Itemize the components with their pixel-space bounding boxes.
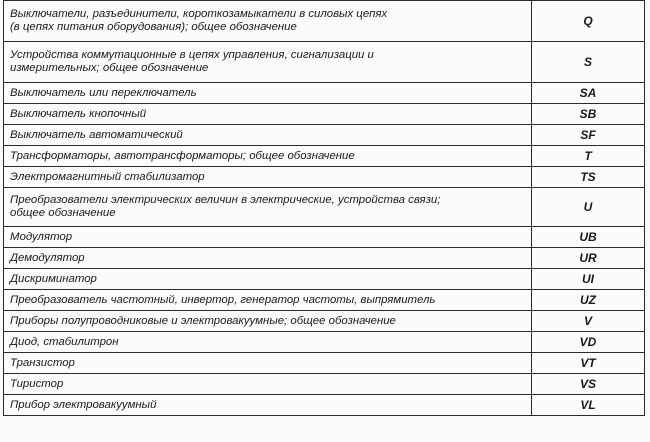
row-code: UZ xyxy=(532,290,645,311)
row-description xyxy=(4,125,532,146)
row-code: T xyxy=(532,146,645,167)
description-line: Приборы полупроводниковые и электровакуумные; общее обозначение xyxy=(10,314,396,327)
description-line: Выключатель или переключатель xyxy=(10,86,197,99)
description-line: Выключатели, разъединители, короткозамыкатели в силовых цепях xyxy=(10,8,388,20)
row-description xyxy=(4,167,532,188)
row-code: Q xyxy=(532,1,645,42)
row-code: UI xyxy=(532,269,645,290)
table-row xyxy=(4,167,645,188)
row-description xyxy=(4,227,532,248)
row-code: SF xyxy=(532,125,645,146)
description-line: Электромагнитный стабилизатор xyxy=(10,170,205,183)
row-description xyxy=(4,104,532,125)
row-description xyxy=(4,290,532,311)
table-row xyxy=(4,104,645,125)
table-row xyxy=(4,248,645,269)
description-line: общее обозначение xyxy=(10,207,116,219)
row-code: SB xyxy=(532,104,645,125)
description-line: Модулятор xyxy=(10,230,73,243)
description-line: Выключатель кнопочный xyxy=(10,107,147,120)
description-line: Демодулятор xyxy=(10,251,85,264)
table-row xyxy=(4,188,645,227)
description-line: Прибор электровакуумный xyxy=(10,398,157,411)
table-row xyxy=(4,353,645,374)
row-code: UR xyxy=(532,248,645,269)
row-code: VD xyxy=(532,332,645,353)
table-row xyxy=(4,395,645,416)
description-line: измерительных; общее обозначение xyxy=(10,62,209,74)
table-row xyxy=(4,125,645,146)
row-code: VS xyxy=(532,374,645,395)
row-description xyxy=(4,248,532,269)
description-line: Дискриминатор xyxy=(10,272,97,285)
table-row xyxy=(4,311,645,332)
table-row xyxy=(4,42,645,83)
row-code: U xyxy=(532,188,645,227)
row-code: VL xyxy=(532,395,645,416)
description-line: Преобразователи электрических величин в электрические, устройства связи; xyxy=(10,194,441,206)
row-description xyxy=(4,188,532,227)
description-line: Преобразователь частотный, инвертор, генератор частоты, выпрямитель xyxy=(10,293,436,306)
description-line: Тиристор xyxy=(10,377,64,390)
row-description xyxy=(4,1,532,42)
description-line: Транзистор xyxy=(10,356,75,369)
table-row xyxy=(4,332,645,353)
table-row xyxy=(4,146,645,167)
row-description xyxy=(4,311,532,332)
table-row xyxy=(4,290,645,311)
row-description xyxy=(4,146,532,167)
row-description xyxy=(4,374,532,395)
table-row xyxy=(4,269,645,290)
row-description xyxy=(4,332,532,353)
table-row xyxy=(4,227,645,248)
description-line: Выключатель автоматический xyxy=(10,128,183,141)
description-line: (в цепях питания оборудования); общее обозначение xyxy=(10,21,297,33)
table-row xyxy=(4,1,645,42)
row-description xyxy=(4,83,532,104)
row-description xyxy=(4,395,532,416)
table-row xyxy=(4,374,645,395)
row-description xyxy=(4,42,532,83)
designation-table xyxy=(3,0,645,416)
row-description xyxy=(4,353,532,374)
description-line: Трансформаторы, автотрансформаторы; общее обозначение xyxy=(10,149,355,162)
description-line: Устройства коммутационные в цепях управления, сигнализации и xyxy=(10,49,374,61)
row-code: S xyxy=(532,42,645,83)
row-code: VT xyxy=(532,353,645,374)
row-code: TS xyxy=(532,167,645,188)
description-line: Диод, стабилитрон xyxy=(10,335,119,348)
row-description xyxy=(4,269,532,290)
table-row xyxy=(4,83,645,104)
row-code: UB xyxy=(532,227,645,248)
row-code: SA xyxy=(532,83,645,104)
row-code: V xyxy=(532,311,645,332)
